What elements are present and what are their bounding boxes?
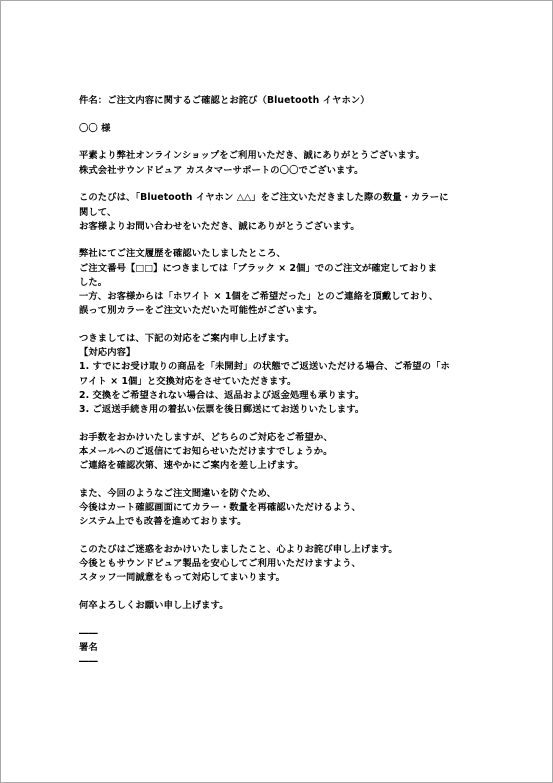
paragraph-gap bbox=[79, 613, 479, 627]
response-item: 3. ご返送手続き用の着払い伝票を後日郵送にてお送りいたします。 bbox=[79, 403, 365, 415]
signature-rule-top: ―― bbox=[79, 627, 98, 639]
apology-line: スタッフ一同誠意をもって対応してまいります。 bbox=[79, 572, 285, 584]
greeting-line: 平素より弊社オンラインショップをご利用いただき、誠にありがとうございます。 bbox=[79, 150, 425, 162]
closing-line: 何卒よろしくお願い申し上げます。 bbox=[79, 599, 229, 611]
response-paragraph bbox=[79, 332, 479, 417]
apology-line: 今後ともサウンドピュア製品を安心してご利用いただけますよう、 bbox=[79, 558, 361, 570]
paragraph-gap bbox=[79, 473, 479, 487]
intro-line: 関して、 bbox=[79, 206, 117, 218]
intro-line: このたびは、「Bluetooth イヤホン △△」をご注文いただきました際の数量・カラーに bbox=[79, 192, 449, 204]
subject-line: 件名：ご注文内容に関するご確認とお詫び（Bluetooth イヤホン） bbox=[79, 95, 370, 106]
signature-block bbox=[79, 627, 479, 670]
letter-body bbox=[79, 94, 479, 669]
investigation-line: ご注文番号【□□】につきましては「ブラック × 2個」でのご注文が確定しておりま bbox=[79, 262, 438, 274]
paragraph-gap bbox=[79, 529, 479, 543]
investigation-line: 誤って別カラーをご注文いただいた可能性がございます。 bbox=[79, 305, 323, 317]
response-item: 1. すでにお受け取りの商品を「未開封」の状態でご返送いただける場合、ご希望の「ホ bbox=[79, 361, 450, 373]
signature-label: 署名 bbox=[79, 641, 98, 653]
apology-paragraph bbox=[79, 543, 479, 586]
response-lead: つきましては、下記の対応をご案内申し上げます。 bbox=[79, 332, 295, 344]
greeting-line: 株式会社サウンドピュア カスタマーサポートの〇〇でございます。 bbox=[79, 164, 364, 176]
paragraph-gap bbox=[79, 234, 479, 248]
investigation-paragraph bbox=[79, 247, 479, 318]
paragraph-gap bbox=[79, 417, 479, 431]
investigation-line: した。 bbox=[79, 276, 108, 288]
prevention-line: システム上でも改善を進めております。 bbox=[79, 516, 247, 528]
intro-paragraph bbox=[79, 191, 479, 234]
paragraph-gap bbox=[79, 178, 479, 192]
paragraph-gap bbox=[79, 136, 479, 150]
prevention-paragraph bbox=[79, 487, 479, 530]
signature-rule-bottom: ―― bbox=[79, 656, 98, 668]
apology-line: このたびはご迷惑をおかけいたしましたこと、心よりお詫び申し上げます。 bbox=[79, 543, 398, 555]
addressee-line: 〇〇 様 bbox=[79, 122, 111, 134]
request-line: お手数をおかけいたしますが、どちらのご対応をご希望か、 bbox=[79, 431, 333, 443]
intro-line: お客様よりお問い合わせをいただき、誠にありがとうございます。 bbox=[79, 220, 360, 232]
response-heading: 【対応内容】 bbox=[79, 347, 136, 359]
response-item: ワイト × 1個」と交換対応をさせていただきます。 bbox=[79, 375, 297, 387]
request-line: ご連絡を確認次第、速やかにご案内を差し上げます。 bbox=[79, 460, 304, 472]
response-item: 2. 交換をご希望されない場合は、返品および返金処理も承ります。 bbox=[79, 389, 365, 401]
request-paragraph bbox=[79, 431, 479, 474]
investigation-line: 弊社にてご注文履歴を確認いたしましたところ、 bbox=[79, 248, 286, 260]
paragraph-gap bbox=[79, 318, 479, 332]
prevention-line: また、今回のようなご注文間違いを防ぐため、 bbox=[79, 487, 276, 499]
paragraph-gap bbox=[79, 585, 479, 599]
prevention-line: 今後はカート確認画面にてカラー・数量を再確認いただけるよう、 bbox=[79, 501, 361, 513]
investigation-line: 一方、お客様からは「ホワイト × 1個をご希望だった」とのご連絡を頂戴しており、 bbox=[79, 291, 439, 303]
request-line: 本メールへのご返信にてお知らせいただけますでしょうか。 bbox=[79, 445, 333, 457]
greeting-paragraph bbox=[79, 149, 479, 177]
paragraph-gap bbox=[79, 108, 479, 122]
